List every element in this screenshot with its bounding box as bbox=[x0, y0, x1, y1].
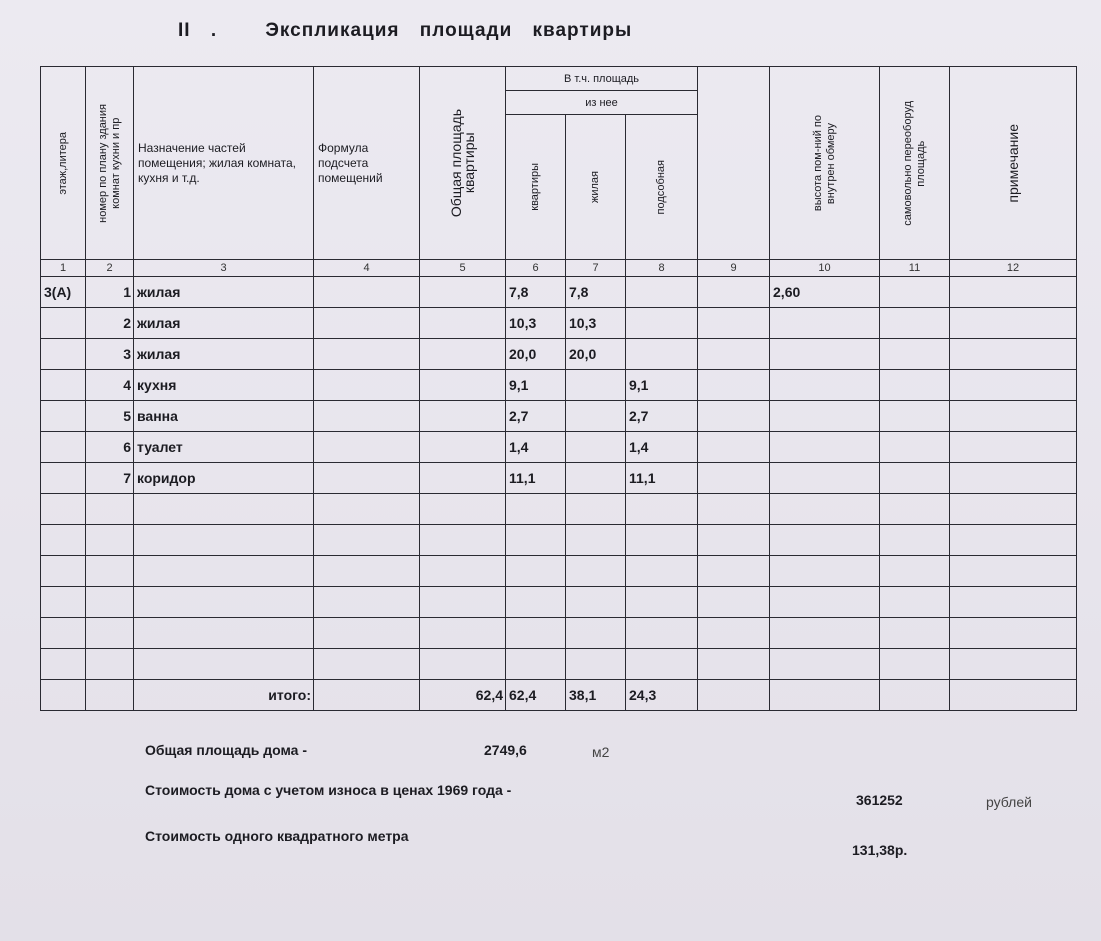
totals-auxiliary-area: 24,3 bbox=[626, 680, 698, 711]
empty-cell bbox=[86, 556, 134, 587]
empty-cell bbox=[698, 587, 770, 618]
formula-cell bbox=[314, 277, 420, 308]
empty-cell bbox=[880, 587, 950, 618]
col-number: 6 bbox=[506, 260, 566, 277]
self-equipped-cell bbox=[880, 401, 950, 432]
height-cell bbox=[770, 339, 880, 370]
col9-cell bbox=[698, 401, 770, 432]
auxiliary-area-cell bbox=[626, 339, 698, 370]
empty-cell bbox=[86, 649, 134, 680]
apartment-area-cell: 1,4 bbox=[506, 432, 566, 463]
col-number: 9 bbox=[698, 260, 770, 277]
room-number-cell: 7 bbox=[86, 463, 134, 494]
section-title: Экспликация площади квартиры bbox=[265, 20, 633, 41]
empty-cell bbox=[506, 494, 566, 525]
header-note: примечание bbox=[950, 67, 1077, 260]
empty-cell bbox=[420, 587, 506, 618]
empty-cell bbox=[698, 525, 770, 556]
col-number: 5 bbox=[420, 260, 506, 277]
empty-cell bbox=[420, 649, 506, 680]
empty-cell bbox=[626, 525, 698, 556]
empty-cell bbox=[950, 618, 1077, 649]
empty-cell bbox=[770, 525, 880, 556]
empty-cell bbox=[566, 494, 626, 525]
living-area-cell: 7,8 bbox=[566, 277, 626, 308]
col9-cell bbox=[698, 277, 770, 308]
empty-cell bbox=[41, 680, 86, 711]
house-area-unit: м2 bbox=[592, 744, 610, 760]
empty-cell bbox=[420, 556, 506, 587]
empty-cell bbox=[86, 587, 134, 618]
room-number-cell: 5 bbox=[86, 401, 134, 432]
header-formula: Формула подсчета помещений bbox=[314, 67, 420, 260]
apartment-area-cell: 20,0 bbox=[506, 339, 566, 370]
empty-cell bbox=[626, 618, 698, 649]
total-area-cell bbox=[420, 401, 506, 432]
empty-cell bbox=[566, 649, 626, 680]
living-area-cell: 10,3 bbox=[566, 308, 626, 339]
empty-cell bbox=[880, 680, 950, 711]
house-area-value: 2749,6 bbox=[484, 742, 527, 758]
column-numbers-row bbox=[41, 260, 1077, 277]
empty-cell bbox=[950, 680, 1077, 711]
floor-cell bbox=[41, 432, 86, 463]
empty-cell bbox=[880, 649, 950, 680]
height-cell bbox=[770, 370, 880, 401]
empty-cell bbox=[506, 556, 566, 587]
empty-cell bbox=[86, 680, 134, 711]
col-number: 8 bbox=[626, 260, 698, 277]
empty-cell bbox=[134, 494, 314, 525]
empty-cell bbox=[420, 618, 506, 649]
empty-cell bbox=[566, 587, 626, 618]
height-cell bbox=[770, 308, 880, 339]
empty-cell bbox=[880, 618, 950, 649]
apartment-area-cell: 11,1 bbox=[506, 463, 566, 494]
empty-cell bbox=[626, 649, 698, 680]
empty-cell bbox=[950, 525, 1077, 556]
empty-cell bbox=[314, 680, 420, 711]
self-equipped-cell bbox=[880, 463, 950, 494]
empty-cell bbox=[41, 649, 86, 680]
room-purpose-cell: кухня bbox=[134, 370, 314, 401]
empty-cell bbox=[698, 649, 770, 680]
height-cell bbox=[770, 463, 880, 494]
empty-cell bbox=[86, 618, 134, 649]
col-number: 4 bbox=[314, 260, 420, 277]
explication-table bbox=[40, 66, 1077, 711]
table-row bbox=[41, 432, 1077, 463]
empty-cell bbox=[950, 556, 1077, 587]
note-cell bbox=[950, 463, 1077, 494]
formula-cell bbox=[314, 463, 420, 494]
col9-cell bbox=[698, 432, 770, 463]
auxiliary-area-cell bbox=[626, 277, 698, 308]
empty-cell bbox=[698, 494, 770, 525]
empty-cell bbox=[950, 649, 1077, 680]
formula-cell bbox=[314, 370, 420, 401]
empty-cell bbox=[41, 525, 86, 556]
empty-cell bbox=[134, 587, 314, 618]
empty-cell bbox=[770, 649, 880, 680]
table-row bbox=[41, 308, 1077, 339]
empty-cell bbox=[566, 525, 626, 556]
total-area-cell bbox=[420, 432, 506, 463]
col-number: 3 bbox=[134, 260, 314, 277]
auxiliary-area-cell: 2,7 bbox=[626, 401, 698, 432]
room-number-cell: 6 bbox=[86, 432, 134, 463]
total-area-cell bbox=[420, 463, 506, 494]
room-number-cell: 1 bbox=[86, 277, 134, 308]
room-purpose-cell: туалет bbox=[134, 432, 314, 463]
formula-cell bbox=[314, 432, 420, 463]
empty-cell bbox=[770, 680, 880, 711]
empty-cell bbox=[880, 494, 950, 525]
empty-cell bbox=[134, 525, 314, 556]
empty-cell bbox=[41, 556, 86, 587]
empty-cell bbox=[41, 587, 86, 618]
height-cell bbox=[770, 432, 880, 463]
col9-cell bbox=[698, 308, 770, 339]
self-equipped-cell bbox=[880, 370, 950, 401]
totals-apartment-area: 62,4 bbox=[506, 680, 566, 711]
apartment-area-cell: 7,8 bbox=[506, 277, 566, 308]
empty-cell bbox=[506, 587, 566, 618]
empty-cell bbox=[770, 494, 880, 525]
empty-cell bbox=[566, 618, 626, 649]
header-self-equipped: самовольно переоборуд площадь bbox=[880, 67, 950, 260]
header-room-number: номер по плану здания комнат кухни и пр bbox=[86, 67, 134, 260]
self-equipped-cell bbox=[880, 339, 950, 370]
empty-cell bbox=[420, 494, 506, 525]
empty-cell bbox=[314, 556, 420, 587]
header-purpose: Назначение частей помещения; жилая комната, кухня и т.д. bbox=[134, 67, 314, 260]
note-cell bbox=[950, 432, 1077, 463]
note-cell bbox=[950, 308, 1077, 339]
table-row bbox=[41, 649, 1077, 680]
table-row bbox=[41, 587, 1077, 618]
table-row bbox=[41, 339, 1077, 370]
col-number: 11 bbox=[880, 260, 950, 277]
auxiliary-area-cell bbox=[626, 308, 698, 339]
col-number: 7 bbox=[566, 260, 626, 277]
header-apartment: квартиры bbox=[506, 115, 566, 260]
living-area-cell bbox=[566, 401, 626, 432]
formula-cell bbox=[314, 339, 420, 370]
col9-cell bbox=[698, 339, 770, 370]
empty-cell bbox=[86, 494, 134, 525]
empty-cell bbox=[506, 525, 566, 556]
empty-cell bbox=[880, 556, 950, 587]
sqm-cost-value: 131,38р. bbox=[852, 842, 908, 858]
auxiliary-area-cell: 1,4 bbox=[626, 432, 698, 463]
empty-cell bbox=[420, 525, 506, 556]
empty-cell bbox=[770, 556, 880, 587]
height-cell: 2,60 bbox=[770, 277, 880, 308]
sqm-cost-label: Стоимость одного квадратного метра bbox=[145, 828, 409, 844]
total-area-cell bbox=[420, 339, 506, 370]
table-row bbox=[41, 401, 1077, 432]
header-auxiliary: подсобная bbox=[626, 115, 698, 260]
empty-cell bbox=[698, 680, 770, 711]
empty-cell bbox=[770, 618, 880, 649]
living-area-cell bbox=[566, 463, 626, 494]
table-row bbox=[41, 494, 1077, 525]
col-number: 2 bbox=[86, 260, 134, 277]
room-purpose-cell: жилая bbox=[134, 277, 314, 308]
empty-cell bbox=[950, 587, 1077, 618]
col-number: 10 bbox=[770, 260, 880, 277]
totals-living-area: 38,1 bbox=[566, 680, 626, 711]
living-area-cell bbox=[566, 432, 626, 463]
header-total-area: Общая площадь квартиры bbox=[420, 67, 506, 260]
table-row bbox=[41, 618, 1077, 649]
empty-cell bbox=[506, 618, 566, 649]
empty-cell bbox=[566, 556, 626, 587]
empty-cell bbox=[626, 494, 698, 525]
empty-cell bbox=[134, 556, 314, 587]
formula-cell bbox=[314, 308, 420, 339]
floor-cell bbox=[41, 401, 86, 432]
totals-label: итого: bbox=[134, 680, 314, 711]
apartment-area-cell: 10,3 bbox=[506, 308, 566, 339]
living-area-cell bbox=[566, 370, 626, 401]
formula-cell bbox=[314, 401, 420, 432]
note-cell bbox=[950, 277, 1077, 308]
table-row bbox=[41, 370, 1077, 401]
room-purpose-cell: коридор bbox=[134, 463, 314, 494]
table-row bbox=[41, 556, 1077, 587]
auxiliary-area-cell: 9,1 bbox=[626, 370, 698, 401]
totals-row bbox=[41, 680, 1077, 711]
header-col9 bbox=[698, 67, 770, 260]
house-area-label: Общая площадь дома - bbox=[145, 742, 307, 758]
self-equipped-cell bbox=[880, 432, 950, 463]
header-floor: этаж,литера bbox=[41, 67, 86, 260]
cost-unit: рублей bbox=[986, 794, 1032, 810]
empty-cell bbox=[950, 494, 1077, 525]
room-purpose-cell: жилая bbox=[134, 308, 314, 339]
cost-label: Стоимость дома с учетом износа в ценах 1969 года - bbox=[145, 782, 512, 798]
room-purpose-cell: жилая bbox=[134, 339, 314, 370]
empty-cell bbox=[314, 618, 420, 649]
totals-total-area: 62,4 bbox=[420, 680, 506, 711]
empty-cell bbox=[41, 494, 86, 525]
apartment-area-cell: 2,7 bbox=[506, 401, 566, 432]
empty-cell bbox=[41, 618, 86, 649]
header-living: жилая bbox=[566, 115, 626, 260]
empty-cell bbox=[314, 587, 420, 618]
empty-cell bbox=[880, 525, 950, 556]
header-of-which: из нее bbox=[506, 91, 698, 115]
floor-cell: 3(А) bbox=[41, 277, 86, 308]
table-row bbox=[41, 277, 1077, 308]
room-purpose-cell: ванна bbox=[134, 401, 314, 432]
cost-value: 361252 bbox=[856, 792, 903, 808]
total-area-cell bbox=[420, 308, 506, 339]
table-row bbox=[41, 463, 1077, 494]
header-including: В т.ч. площадь bbox=[506, 67, 698, 91]
empty-cell bbox=[506, 649, 566, 680]
empty-cell bbox=[698, 618, 770, 649]
total-area-cell bbox=[420, 277, 506, 308]
living-area-cell: 20,0 bbox=[566, 339, 626, 370]
section-number: II . bbox=[178, 20, 218, 41]
note-cell bbox=[950, 401, 1077, 432]
note-cell bbox=[950, 339, 1077, 370]
empty-cell bbox=[314, 649, 420, 680]
empty-cell bbox=[626, 587, 698, 618]
height-cell bbox=[770, 401, 880, 432]
self-equipped-cell bbox=[880, 308, 950, 339]
note-cell bbox=[950, 370, 1077, 401]
apartment-area-cell: 9,1 bbox=[506, 370, 566, 401]
auxiliary-area-cell: 11,1 bbox=[626, 463, 698, 494]
floor-cell bbox=[41, 308, 86, 339]
total-area-cell bbox=[420, 370, 506, 401]
col-number: 1 bbox=[41, 260, 86, 277]
empty-cell bbox=[314, 494, 420, 525]
room-number-cell: 3 bbox=[86, 339, 134, 370]
empty-cell bbox=[770, 587, 880, 618]
room-number-cell: 4 bbox=[86, 370, 134, 401]
table-row bbox=[41, 525, 1077, 556]
col9-cell bbox=[698, 463, 770, 494]
page-title bbox=[178, 20, 632, 42]
floor-cell bbox=[41, 463, 86, 494]
empty-cell bbox=[134, 649, 314, 680]
empty-cell bbox=[86, 525, 134, 556]
empty-cell bbox=[134, 618, 314, 649]
empty-cell bbox=[314, 525, 420, 556]
col9-cell bbox=[698, 370, 770, 401]
floor-cell bbox=[41, 339, 86, 370]
header-height: высота пом-ний по внутрен обмеру bbox=[770, 67, 880, 260]
empty-cell bbox=[626, 556, 698, 587]
self-equipped-cell bbox=[880, 277, 950, 308]
empty-cell bbox=[698, 556, 770, 587]
room-number-cell: 2 bbox=[86, 308, 134, 339]
floor-cell bbox=[41, 370, 86, 401]
col-number: 12 bbox=[950, 260, 1077, 277]
